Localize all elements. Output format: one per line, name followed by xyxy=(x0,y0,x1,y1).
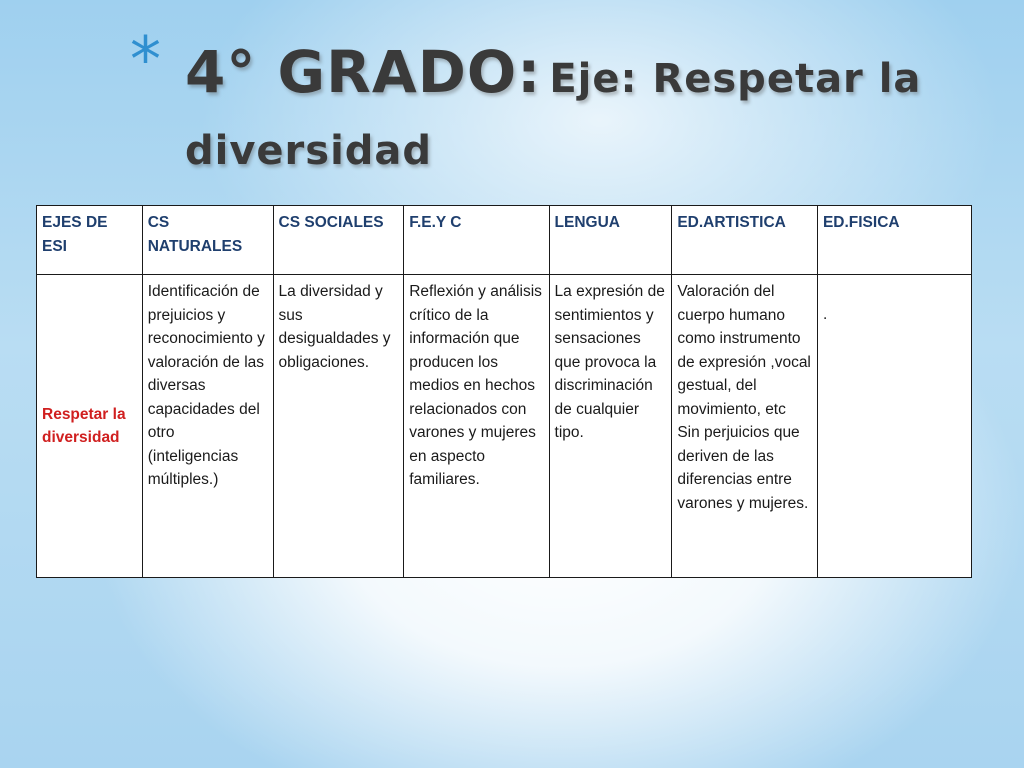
table-row xyxy=(37,275,972,578)
cell-cs-naturales: Identificación de prejuicios y reconocimiento y valoración de las diversas capacidades del otro (inteligencias múltiples.) xyxy=(142,275,273,578)
title-axis: Eje: Respetar la xyxy=(549,56,922,102)
title-line-2: diversidad xyxy=(185,128,433,174)
cell-lengua: La expresión de sentimientos y sensaciones que provoca la discriminación de cualquier tipo. xyxy=(549,275,672,578)
header-lengua: LENGUA xyxy=(549,206,672,275)
header-cs-naturales: CS NATURALES xyxy=(142,206,273,275)
curriculum-table xyxy=(36,205,972,578)
cell-feyc: Reflexión y análisis crítico de la información que producen los medios en hechos relacionados con varones y mujeres en aspecto familiares. xyxy=(404,275,549,578)
header-ed-artistica: ED.ARTISTICA xyxy=(672,206,818,275)
cell-eje: Respetar la diversidad xyxy=(37,275,143,578)
cell-cs-sociales: La diversidad y sus desigualdades y obligaciones. xyxy=(273,275,404,578)
table-header-row xyxy=(37,206,972,275)
header-ed-fisica: ED.FISICA xyxy=(817,206,971,275)
cell-ed-fisica: . xyxy=(817,275,971,578)
header-cs-sociales: CS SOCIALES xyxy=(273,206,404,275)
title-grade: 4° GRADO: xyxy=(185,38,542,106)
cell-ed-artistica: Valoración del cuerpo humano como instrumento de expresión ,vocal gestual, del movimiento, etc Sin perjuicios que deriven de las diferencias entre varones y mujeres. xyxy=(672,275,818,578)
header-ejes-esi: EJES DE ESI xyxy=(37,206,143,275)
title-bullet: * xyxy=(130,23,161,96)
slide-title xyxy=(185,40,985,183)
header-feyc: F.E.Y C xyxy=(404,206,549,275)
